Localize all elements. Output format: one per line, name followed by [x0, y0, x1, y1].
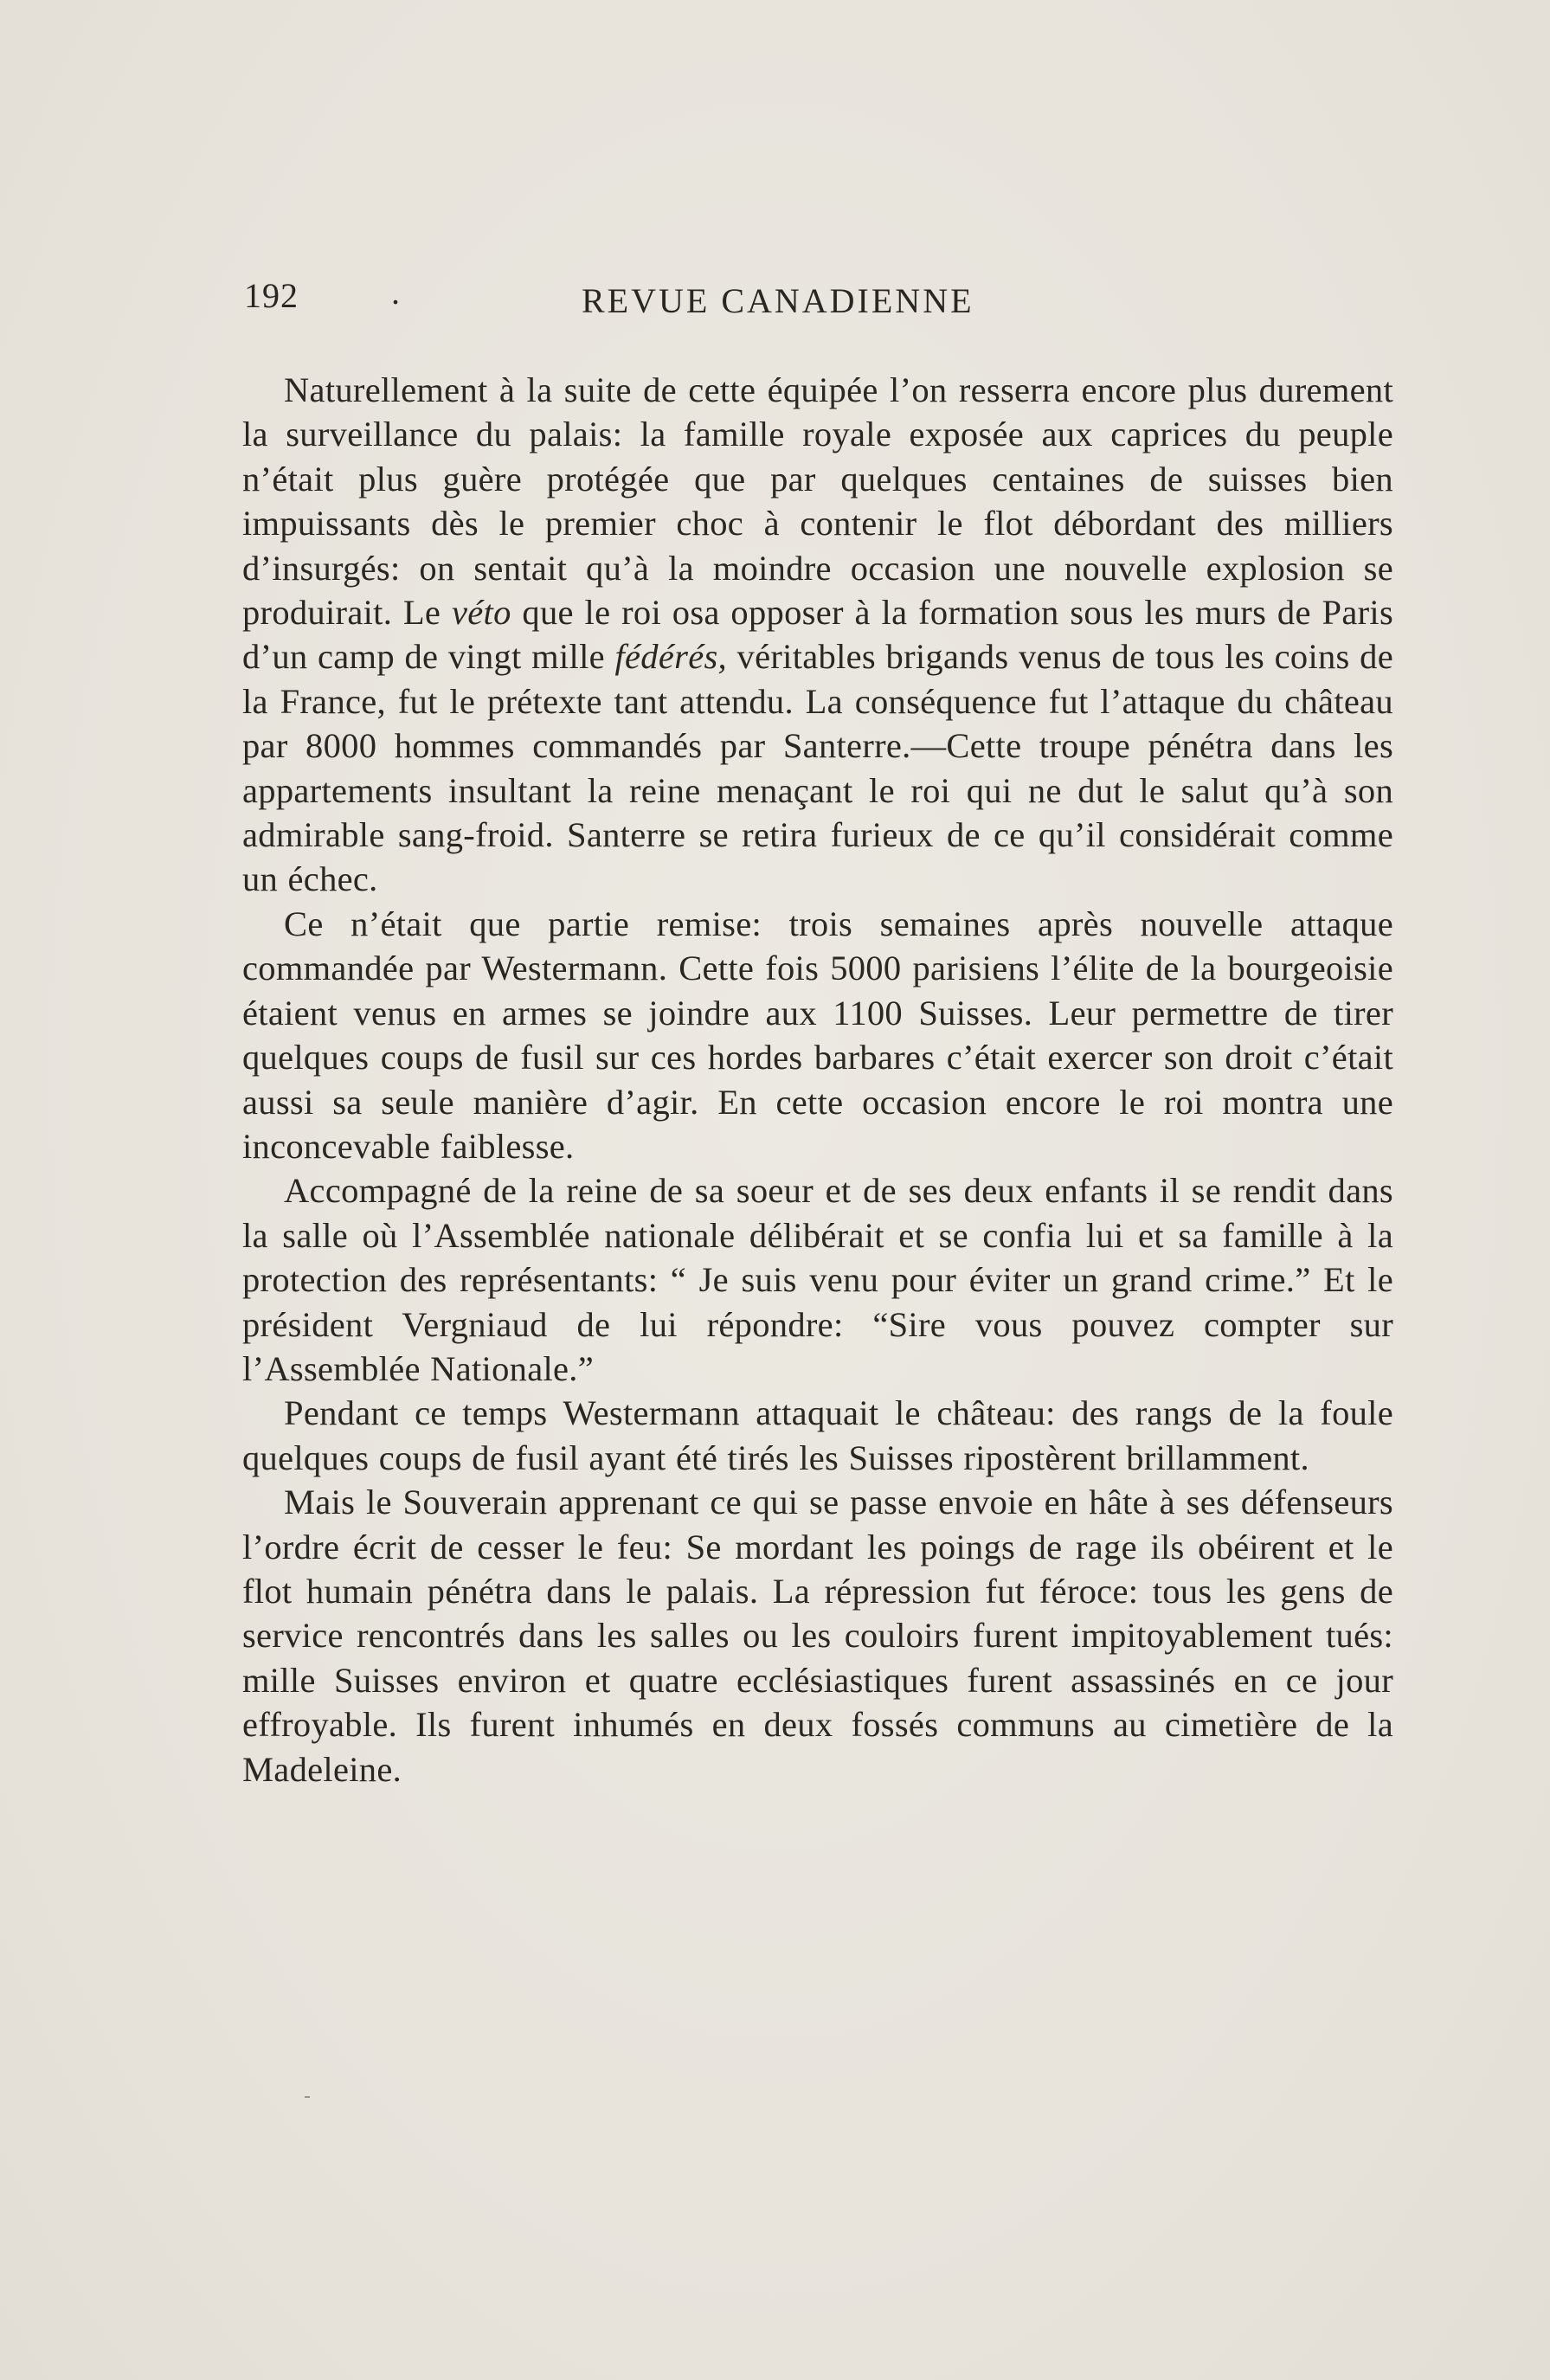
- italic-federes: fédérés,: [614, 637, 727, 677]
- paragraph-3: Accompagné de la reine de sa soeur et de ses deux enfants il se rendit dans la salle où l’Assemblée nationale délibérait et se confia lui et sa famille à la protection des représentants: “ Je suis venu pour éviter un grand crime.” Et le président Vergniaud de lui répondre: “Sire vous pouvez compter sur l’Assemblée Nationale.”: [242, 1171, 1393, 1388]
- page-header: [244, 275, 1395, 327]
- print-speck: [305, 2096, 310, 2098]
- paragraph-1-text-b: que le roi osa opposer à la formation sous les murs de Paris d’un camp de vingt mille: [242, 593, 1394, 677]
- body-text: [242, 368, 1393, 1791]
- paragraph-1-text-c: véritables brigands venus de tous les coins de la France, fut le prétexte tant attendu. La conséquence fut l’attaque du château par 8000 hommes commandés par Santerre.—Cette troupe pénétra dans les appartements insultant la reine menaçant le roi qui ne dut le salut qu’à son admirable sang-froid. Santerre se retira furieux de ce qu’il considérait comme un échec.: [242, 637, 1394, 899]
- paragraph-1-text-a: Naturellement à la suite de cette équipée l’on resserra encore plus durement la surveillance du palais: la famille royale exposée aux caprices du peuple n’était plus guère protégée que par quelques centaines de suisses bien impuissants dès le premier choc à contenir le flot débordant des milliers d’insurgés: on sentait qu’à la moindre occasion une nouvelle explosion se produirait. Le: [242, 370, 1393, 633]
- page-number: 192: [244, 276, 299, 315]
- paragraph-4: Pendant ce temps Westermann attaquait le château: des rangs de la foule quelques coups de fusil ayant été tirés les Suisses ripostèrent brillamment.: [242, 1393, 1393, 1477]
- paragraph-2: Ce n’était que partie remise: trois semaines après nouvelle attaque commandée par Westermann. Cette fois 5000 parisiens l’élite de la bourgeoisie étaient venus en armes se joindre aux 1100 Suisses. Leur permettre de tirer quelques coups de fusil sur ces hordes barbares c’était exercer son droit c’était aussi sa seule manière d’agir. En cette occasion encore le roi montra une inconcevable faiblesse.: [242, 904, 1393, 1166]
- paragraph-1: [242, 368, 1393, 902]
- running-title: REVUE CANADIENNE: [582, 281, 974, 320]
- header-separator: .: [391, 273, 400, 312]
- italic-veto: véto: [451, 593, 511, 633]
- paragraph-5: Mais le Souverain apprenant ce qui se passe envoie en hâte à ses défenseurs l’ordre écrit de cesser le feu: Se mordant les poings de rage ils obéirent et le flot humain pénétra dans le palais. La répression fut féroce: tous les gens de service rencontrés dans les salles ou les couloirs furent impitoyablement tués: mille Suisses environ et quatre ecclésiastiques furent assassinés en ce jour effroyable. Ils furent inhumés en deux fossés communs au cimetière de la Madeleine.: [242, 1483, 1393, 1789]
